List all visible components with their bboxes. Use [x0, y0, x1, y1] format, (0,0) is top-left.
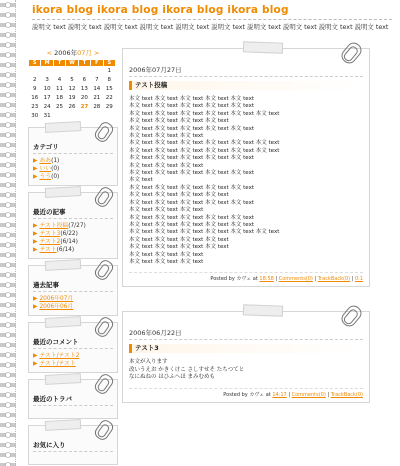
- recent-posts-widget: [28, 192, 118, 259]
- calendar-weekday: T: [78, 60, 90, 67]
- recent-post-date: (7/27): [68, 222, 86, 229]
- calendar-day[interactable]: 15: [105, 86, 113, 92]
- tape-tab: [45, 186, 81, 198]
- post-body-line: 本文 text 本文 text 本文 text 本文 text: [129, 192, 229, 199]
- recent-comments-widget: [28, 322, 118, 373]
- paperclip-icon: [93, 119, 116, 143]
- recent-trackbacks-widget: [28, 379, 118, 419]
- post-body-line: 本文 text 本文 text 本文 text 本文 text: [129, 244, 229, 251]
- sidebar: [28, 48, 118, 465]
- bullet-icon: ▶: [33, 173, 38, 180]
- calendar-day: [66, 67, 78, 76]
- calendar-week: [29, 94, 116, 103]
- post-body-line: 本文 text 本文 text 本文 text 本文 text: [129, 118, 229, 125]
- recent-post-link[interactable]: テスト2: [39, 238, 61, 245]
- post-author: Posted by カヴェ at: [223, 391, 271, 398]
- post-body-line: 本文 text 本文 text 本文 text 本文 text 本文 text: [129, 103, 255, 110]
- post-body-line: 本文 text: [129, 177, 153, 184]
- calendar-day: [78, 67, 90, 76]
- calendar-day: [91, 112, 103, 121]
- calendar-day[interactable]: 20: [80, 95, 88, 101]
- calendar-day[interactable]: 22: [105, 95, 113, 101]
- post-date: 2006年06月22日: [129, 328, 363, 340]
- post-body-line: 本文 text 本文 text 本文 text: [129, 133, 204, 140]
- bullet-icon: ▶: [33, 360, 38, 367]
- bullet-icon: ▶: [33, 157, 38, 164]
- post-body-line: 本文 text 本文 text 本文 text: [129, 207, 204, 214]
- post-body-line: 本文 text 本文 text 本文 text 本文 text 本文 text: [129, 155, 255, 162]
- calendar-day[interactable]: 16: [31, 95, 39, 101]
- calendar-day[interactable]: 10: [43, 86, 51, 92]
- calendar-week: [29, 112, 116, 121]
- post-footer: Posted by カヴェ at 14:17 | Comments(0) | TrackBack(0): [129, 388, 363, 398]
- calendar-weekday: S: [29, 60, 41, 67]
- calendar-weekdays: [29, 60, 116, 67]
- post-body-line: 本文 text 本文 text 本文 text 本文 text 本文 text: [129, 170, 255, 177]
- comment-link[interactable]: テスト/テスト2: [39, 352, 80, 359]
- paperclip-icon: [339, 40, 365, 66]
- calendar-day: [41, 67, 53, 76]
- category-count: (0): [51, 173, 60, 180]
- post-date: 2006年07月27日: [129, 65, 363, 77]
- calendar-prev-link[interactable]: <: [46, 49, 53, 57]
- category-count: (1): [51, 157, 60, 164]
- calendar-day[interactable]: 4: [57, 77, 62, 83]
- post-body-line: 本文 text 本文 text 本文 text 本文 text 本文 text 本文 text: [129, 229, 280, 236]
- post-author: Posted by カヴェ at: [210, 276, 258, 283]
- calendar-day[interactable]: 13: [80, 86, 88, 92]
- tape-tab: [243, 305, 283, 317]
- recent-post-item: [33, 238, 113, 246]
- category-link[interactable]: ああ: [39, 157, 52, 164]
- post-body-line: 本文 text 本文 text 本文 text 本文 text 本文 text: [129, 125, 255, 132]
- calendar-day[interactable]: 21: [93, 95, 101, 101]
- comment-item: [33, 360, 113, 368]
- recent-posts-list: [33, 222, 113, 254]
- recent-post-date: (6/14): [60, 238, 78, 245]
- recent-post-date: (6/14): [56, 246, 75, 253]
- comments-link[interactable]: Comments(0): [291, 391, 326, 398]
- calendar-day[interactable]: 11: [56, 86, 64, 92]
- post-title[interactable]: テスト3: [129, 344, 363, 353]
- blog-header: [32, 4, 392, 31]
- calendar-day: [53, 112, 65, 121]
- paperclip-icon: [93, 257, 116, 281]
- calendar-week: [29, 76, 116, 85]
- archive-item: [33, 303, 113, 311]
- category-link[interactable]: うう: [39, 173, 52, 180]
- tape-tab: [45, 316, 81, 328]
- post-time-link[interactable]: 18:58: [259, 276, 274, 283]
- post-body-line: 本文 text 本文 text 本文 text 本文 text 本文 text 本文 text: [129, 140, 280, 147]
- post-body-line: 改いうえお かきくけこ さしすせそ たちつてと: [129, 366, 245, 373]
- favorites-title: お気に入り: [33, 440, 113, 452]
- paperclip-icon: [93, 417, 116, 441]
- calendar-week: [29, 103, 116, 112]
- calendar-day[interactable]: 3: [45, 77, 49, 83]
- recent-post-link[interactable]: テスト3: [39, 230, 61, 237]
- calendar-weekday: T: [53, 60, 65, 67]
- recent-trackbacks-title: 最近のトラバ: [33, 394, 113, 406]
- calendar-day: [78, 112, 90, 121]
- post-body-line: 本文 text 本文 text 本文 text 本文 text 本文 text: [129, 96, 255, 102]
- tape-tab: [45, 419, 81, 431]
- bullet-icon: ▶: [33, 230, 38, 237]
- calendar-week: [29, 85, 116, 94]
- blog-description: 説明文 text 説明文 text 説明文 text 説明文 text 説明文 text 説明文 text 説明文 text 説明文 text 説明文 text 説明文 text: [32, 19, 392, 31]
- bullet-icon: ▶: [33, 246, 38, 253]
- comment-item: [33, 352, 113, 360]
- calendar-day[interactable]: 31: [43, 113, 51, 119]
- post-title[interactable]: テスト投稿: [129, 81, 363, 90]
- calendar-grid: [28, 59, 116, 121]
- archives-widget: [28, 265, 118, 316]
- post-body-line: 本文 text 本文 text 本文 text 本文 text 本文 text: [129, 199, 255, 206]
- recent-comments-list: [33, 352, 113, 368]
- post-footer: Posted by カヴェ at 18:58 | Comments(0) | TrackBack(0) | 0:1: [129, 272, 363, 282]
- tape-tab: [45, 373, 81, 385]
- calendar-day[interactable]: 29: [105, 104, 113, 110]
- recent-post-date: (6/22): [60, 230, 78, 237]
- tape-tab: [45, 121, 81, 133]
- calendar-day[interactable]: 25: [56, 104, 64, 110]
- archives-list: [33, 295, 113, 311]
- calendar-day: [29, 67, 41, 76]
- calendar-day[interactable]: 27: [80, 104, 89, 110]
- post-body-line: 本文が入ります: [129, 359, 168, 366]
- post-body-line: 本文 text 本文 text 本文 text 本文 text 本文 text: [129, 184, 255, 191]
- calendar-weekday: S: [103, 60, 115, 67]
- post-body-line: 本文 text 本文 text 本文 text 本文 text 本文 text: [129, 214, 255, 221]
- bullet-icon: ▶: [33, 165, 38, 172]
- trackback-link[interactable]: TrackBack(0): [317, 276, 351, 283]
- recent-post-item: [33, 230, 113, 238]
- blog-title[interactable]: ikora blog ikora blog ikora blog ikora blog: [32, 4, 289, 16]
- post-body-line: 本文 text 本文 text 本文 text 本文 text 本文 text: [129, 221, 255, 228]
- calendar-weekday: W: [66, 60, 78, 67]
- tape-tab: [45, 259, 81, 271]
- categories-list: [33, 157, 113, 181]
- archive-item: [33, 295, 113, 303]
- calendar-weekday: F: [91, 60, 103, 67]
- calendar-day: [103, 112, 115, 121]
- calendar-day[interactable]: 14: [93, 86, 101, 92]
- category-count: (0): [51, 165, 60, 172]
- categories-title: カテゴリ: [33, 142, 113, 154]
- paperclip-icon: [339, 303, 365, 329]
- recent-post-item: [33, 246, 113, 254]
- paperclip-icon: [93, 184, 116, 208]
- trackback-link[interactable]: TrackBack(0): [330, 391, 363, 398]
- calendar-day[interactable]: 5: [70, 77, 74, 83]
- calendar-day[interactable]: 17: [43, 95, 51, 101]
- post-body-line: 本文 text 本文 text 本文 text 本文 text 本文 text 本文 text: [129, 110, 280, 117]
- categories-widget: [28, 127, 118, 186]
- tape-tab: [243, 41, 283, 53]
- category-link[interactable]: いい: [39, 165, 52, 172]
- spiral-holes: [4, 0, 12, 466]
- calendar-day: [53, 67, 65, 76]
- recent-post-link[interactable]: テスト: [39, 246, 57, 253]
- calendar-day[interactable]: 18: [56, 95, 64, 101]
- calendar-day[interactable]: 23: [31, 104, 39, 110]
- archives-title: 過去記事: [33, 280, 113, 292]
- calendar: [28, 48, 118, 121]
- favorites-widget: [28, 425, 118, 465]
- post-body-line: 本文 text 本文 text 本文 text: [129, 162, 204, 169]
- recent-posts-title: 最近の記事: [33, 207, 113, 219]
- bullet-icon: ▶: [33, 352, 38, 359]
- calendar-day[interactable]: 26: [68, 104, 76, 110]
- calendar-day[interactable]: 7: [95, 77, 99, 83]
- calendar-next-link[interactable]: >: [93, 49, 100, 57]
- archive-link[interactable]: 2006年07月: [39, 295, 74, 302]
- main-content: [122, 48, 370, 403]
- blog-post: [122, 311, 370, 402]
- post-time-link[interactable]: 14:17: [272, 391, 287, 398]
- paperclip-icon: [93, 314, 116, 338]
- category-item: [33, 173, 113, 181]
- edit-link[interactable]: 0:1: [354, 276, 363, 283]
- post-body-line: 本文 text 本文 text 本文 text: [129, 251, 204, 258]
- calendar-day[interactable]: 28: [93, 104, 101, 110]
- calendar-day[interactable]: 30: [31, 113, 39, 119]
- calendar-week: [29, 67, 116, 76]
- calendar-year: 2006年: [54, 49, 78, 57]
- calendar-month-link[interactable]: 07月: [77, 49, 92, 57]
- archive-link[interactable]: 2006年06月: [39, 303, 74, 310]
- bullet-icon: ▶: [33, 238, 38, 245]
- calendar-day[interactable]: 19: [68, 95, 76, 101]
- calendar-day[interactable]: 8: [107, 77, 112, 83]
- calendar-day: [91, 67, 103, 76]
- calendar-days: [29, 67, 116, 121]
- category-item: [33, 165, 113, 173]
- calendar-header: [28, 48, 118, 57]
- calendar-day[interactable]: 12: [68, 86, 76, 92]
- category-item: [33, 157, 113, 165]
- recent-comments-title: 最近のコメント: [33, 337, 113, 349]
- recent-post-item: [33, 222, 113, 230]
- calendar-day[interactable]: 24: [43, 104, 51, 110]
- post-body: [129, 359, 363, 381]
- recent-post-link[interactable]: テスト投稿: [39, 222, 69, 229]
- calendar-day: [66, 112, 78, 121]
- calendar-weekday: M: [41, 60, 53, 67]
- calendar-day[interactable]: 6: [82, 77, 87, 83]
- bullet-icon: ▶: [33, 222, 38, 229]
- post-body-line: 本文 text 本文 text 本文 text 本文 text: [129, 236, 229, 243]
- post-body-line: 本文 text 本文 text 本文 text 本文 text 本文 text 本文 text: [129, 147, 280, 154]
- comment-link[interactable]: テスト/テスト: [39, 360, 76, 367]
- post-body: [129, 96, 363, 266]
- calendar-day[interactable]: 9: [32, 86, 37, 92]
- post-body-line: なにぬねの はひふへほ まみむめも: [129, 374, 215, 381]
- comments-link[interactable]: Comments(0): [278, 276, 313, 283]
- post-body-line: 本文 text 本文 text 本文 text: [129, 258, 204, 265]
- calendar-day[interactable]: 1: [107, 68, 112, 75]
- bullet-icon: ▶: [33, 303, 38, 310]
- bullet-icon: ▶: [33, 295, 38, 302]
- paperclip-icon: [93, 371, 116, 395]
- blog-post: [122, 48, 370, 287]
- calendar-day[interactable]: 2: [32, 77, 37, 83]
